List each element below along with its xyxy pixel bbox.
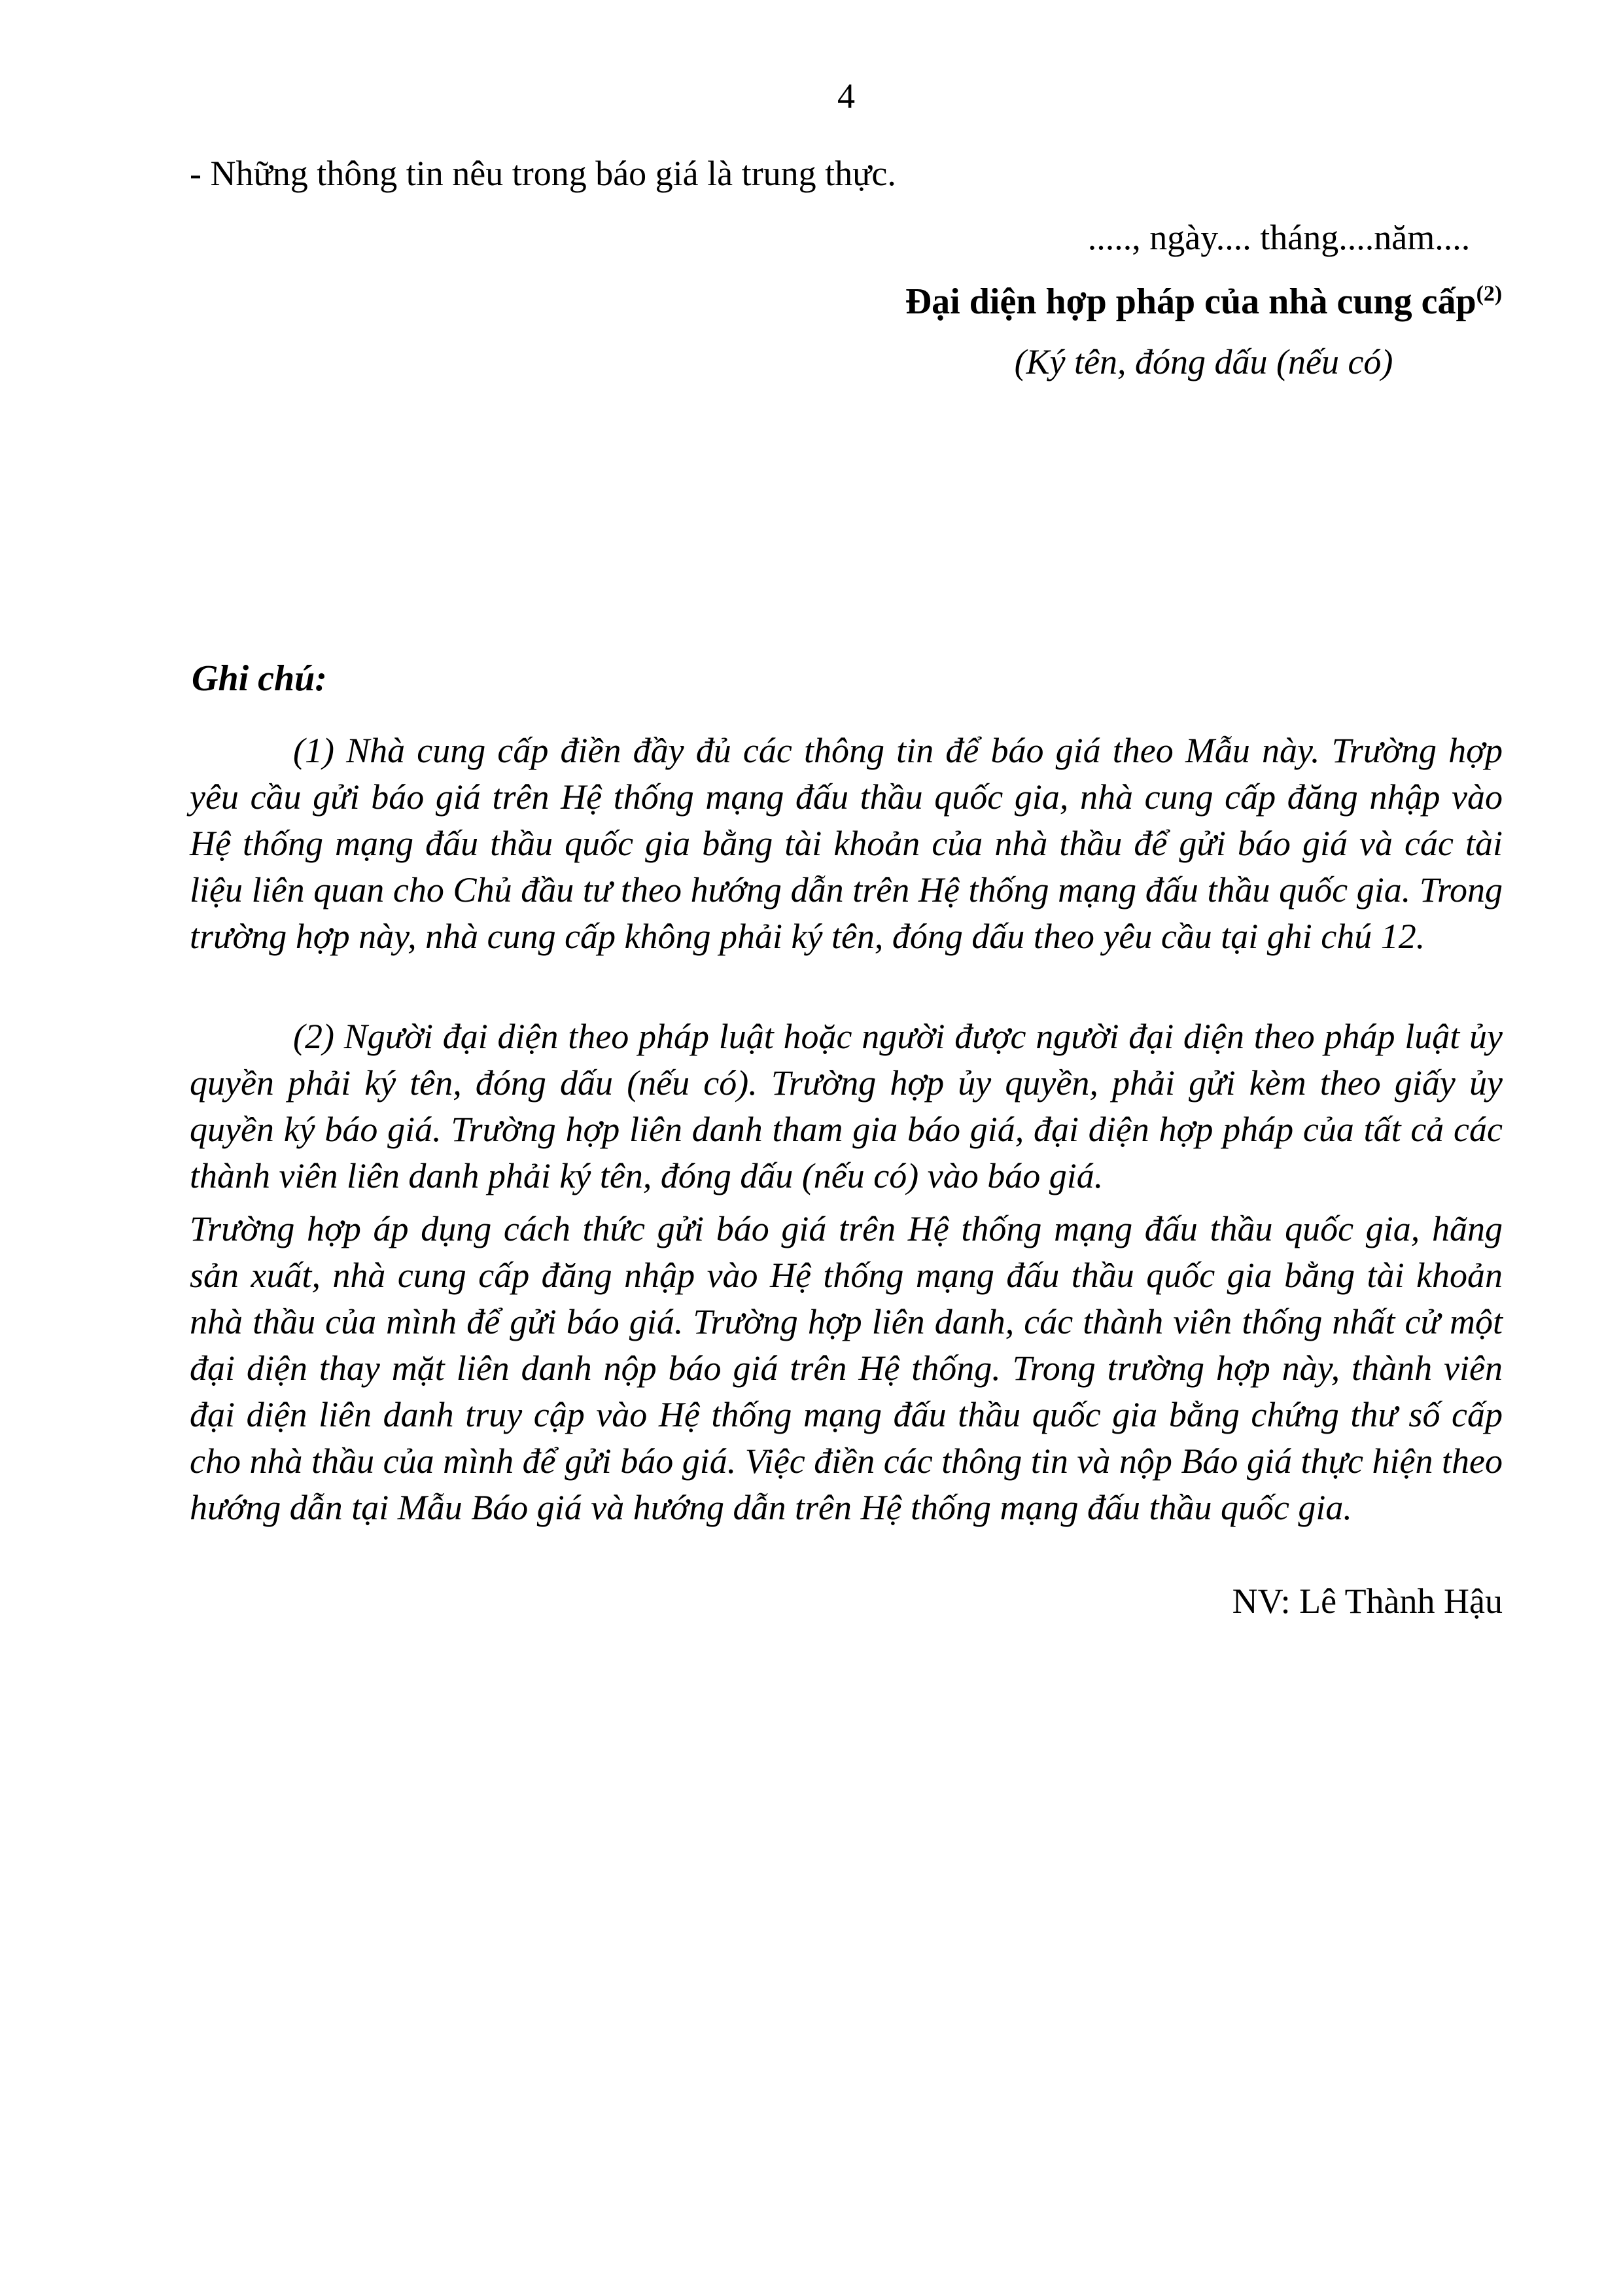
- signature-title: [864, 277, 1544, 326]
- signature-title-text: Đại diện hợp pháp của nhà cung cấp: [905, 281, 1476, 322]
- signature-date-line: ....., ngày.... tháng....năm....: [1087, 218, 1471, 257]
- signature-instruction: (Ký tên, đóng dấu (nếu có): [1014, 342, 1393, 381]
- statement-line: - Những thông tin nêu trong báo giá là trung thực.: [190, 154, 896, 193]
- author-line: NV: Lê Thành Hậu: [1232, 1581, 1503, 1621]
- signature-title-footnote-ref: (2): [1476, 281, 1503, 306]
- notes-heading: Ghi chú:: [192, 658, 327, 699]
- note-paragraph-1: (1) Nhà cung cấp điền đầy đủ các thông tin để báo giá theo Mẫu này. Trường hợp yêu cầu gửi báo giá trên Hệ thống mạng đấu thầu quốc gia, nhà cung cấp đăng nhập vào Hệ thống mạng đấu thầu quốc gia bằng tài khoản của nhà thầu để gửi báo giá và các tài liệu liên quan cho Chủ đầu tư theo hướng dẫn trên Hệ thống mạng đấu thầu quốc gia. Trong trường hợp này, nhà cung cấp không phải ký tên, đóng dấu theo yêu cầu tại ghi chú 12.: [190, 731, 1503, 956]
- note-paragraph-2: (2) Người đại diện theo pháp luật hoặc người được người đại diện theo pháp luật ủy quyền phải ký tên, đóng dấu (nếu có). Trường hợp ủy quyền, phải gửi kèm theo giấy ủy quyền ký báo giá. Trường hợp liên danh tham gia báo giá, đại diện hợp pháp của tất cả các thành viên liên danh phải ký tên, đóng dấu (nếu có) vào báo giá.: [190, 1017, 1503, 1195]
- page-number: 4: [837, 77, 855, 116]
- note-paragraph-3: Trường hợp áp dụng cách thức gửi báo giá trên Hệ thống mạng đấu thầu quốc gia, hãng sản xuất, nhà cung cấp đăng nhập vào Hệ thống mạng đấu thầu quốc gia bằng tài khoản nhà thầu của mình để gửi báo giá. Trường hợp liên danh, các thành viên thống nhất cử một đại diện thay mặt liên danh nộp báo giá trên Hệ thống. Trong trường hợp này, thành viên đại diện liên danh truy cập vào Hệ thống mạng đấu thầu quốc gia bằng chứng thư số cấp cho nhà thầu của mình để gửi báo giá. Việc điền các thông tin và nộp Báo giá thực hiện theo hướng dẫn tại Mẫu Báo giá và hướng dẫn trên Hệ thống mạng đấu thầu quốc gia.: [190, 1209, 1503, 1527]
